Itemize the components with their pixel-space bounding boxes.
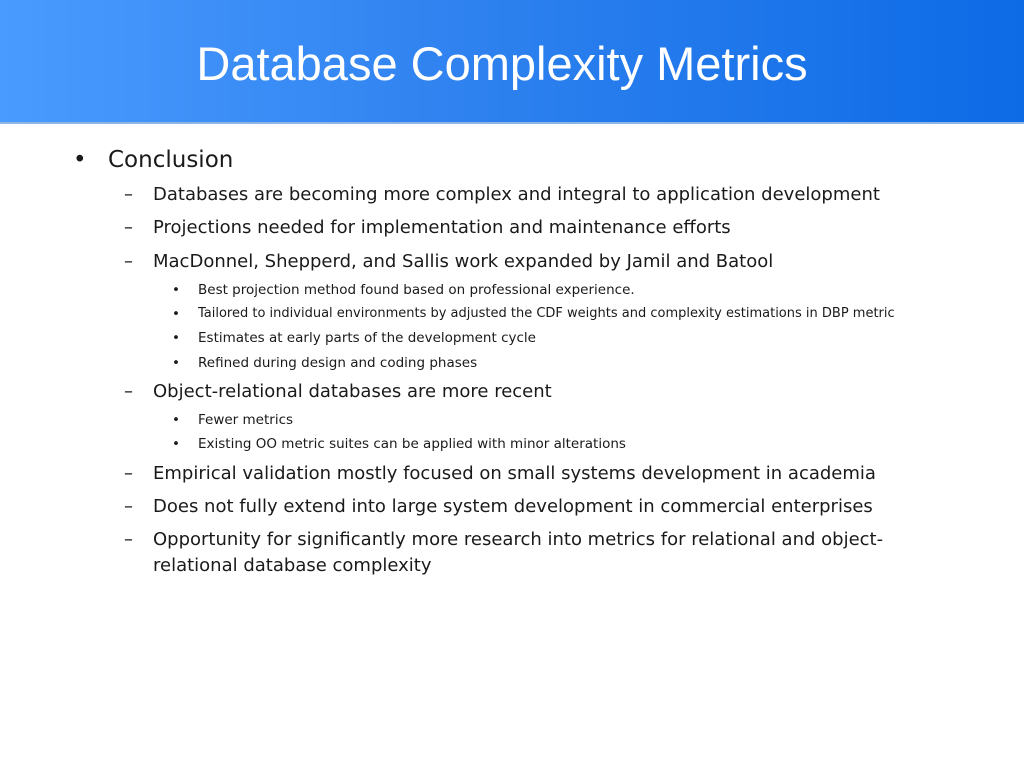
bullet-text: Does not fully extend into large system development in commercial enterprises (153, 496, 873, 517)
sub-bullet-text: Estimates at early parts of the development cycle (198, 330, 536, 346)
sub-bullet-marker: • (172, 412, 180, 428)
dash-marker: – (124, 381, 133, 402)
sub-bullet-text: Existing OO metric suites can be applied with minor alterations (198, 436, 626, 452)
sub-bullet-marker: • (172, 282, 180, 298)
bullet-text-conclusion: Conclusion (108, 147, 234, 173)
dash-marker: – (124, 217, 133, 238)
dash-marker: – (124, 463, 133, 484)
bullet-text: Empirical validation mostly focused on small systems development in academia (153, 463, 876, 484)
slide-title: Database Complexity Metrics (196, 37, 808, 90)
sub-bullet-text: Fewer metrics (198, 412, 294, 428)
dash-marker: – (124, 529, 133, 550)
dash-marker: – (124, 496, 133, 517)
sub-bullet-text: Tailored to individual environments by adjusted the CDF weights and complexity estimations in DBP metric (198, 306, 895, 321)
dash-marker: – (124, 251, 133, 272)
bullet-text: Object-relational databases are more recent (153, 381, 552, 402)
bullet-text: MacDonnel, Shepperd, and Sallis work expanded by Jamil and Batool (153, 251, 774, 272)
sub-bullet-marker: • (172, 306, 180, 322)
bullet-marker: • (73, 147, 87, 173)
dash-marker: – (124, 184, 133, 205)
bullet-text: Databases are becoming more complex and integral to application development (153, 184, 880, 205)
bullet-text: Opportunity for significantly more research into metrics for relational and object-relational database complexity (153, 529, 884, 576)
sub-bullet-marker: • (172, 330, 180, 346)
sub-bullet-marker: • (172, 436, 180, 452)
sub-bullet-text: Refined during design and coding phases (198, 355, 478, 371)
bullet-text: Projections needed for implementation and maintenance efforts (153, 217, 731, 238)
sub-bullet-text: Best projection method found based on professional experience. (198, 282, 635, 298)
sub-bullet-marker: • (172, 355, 180, 371)
